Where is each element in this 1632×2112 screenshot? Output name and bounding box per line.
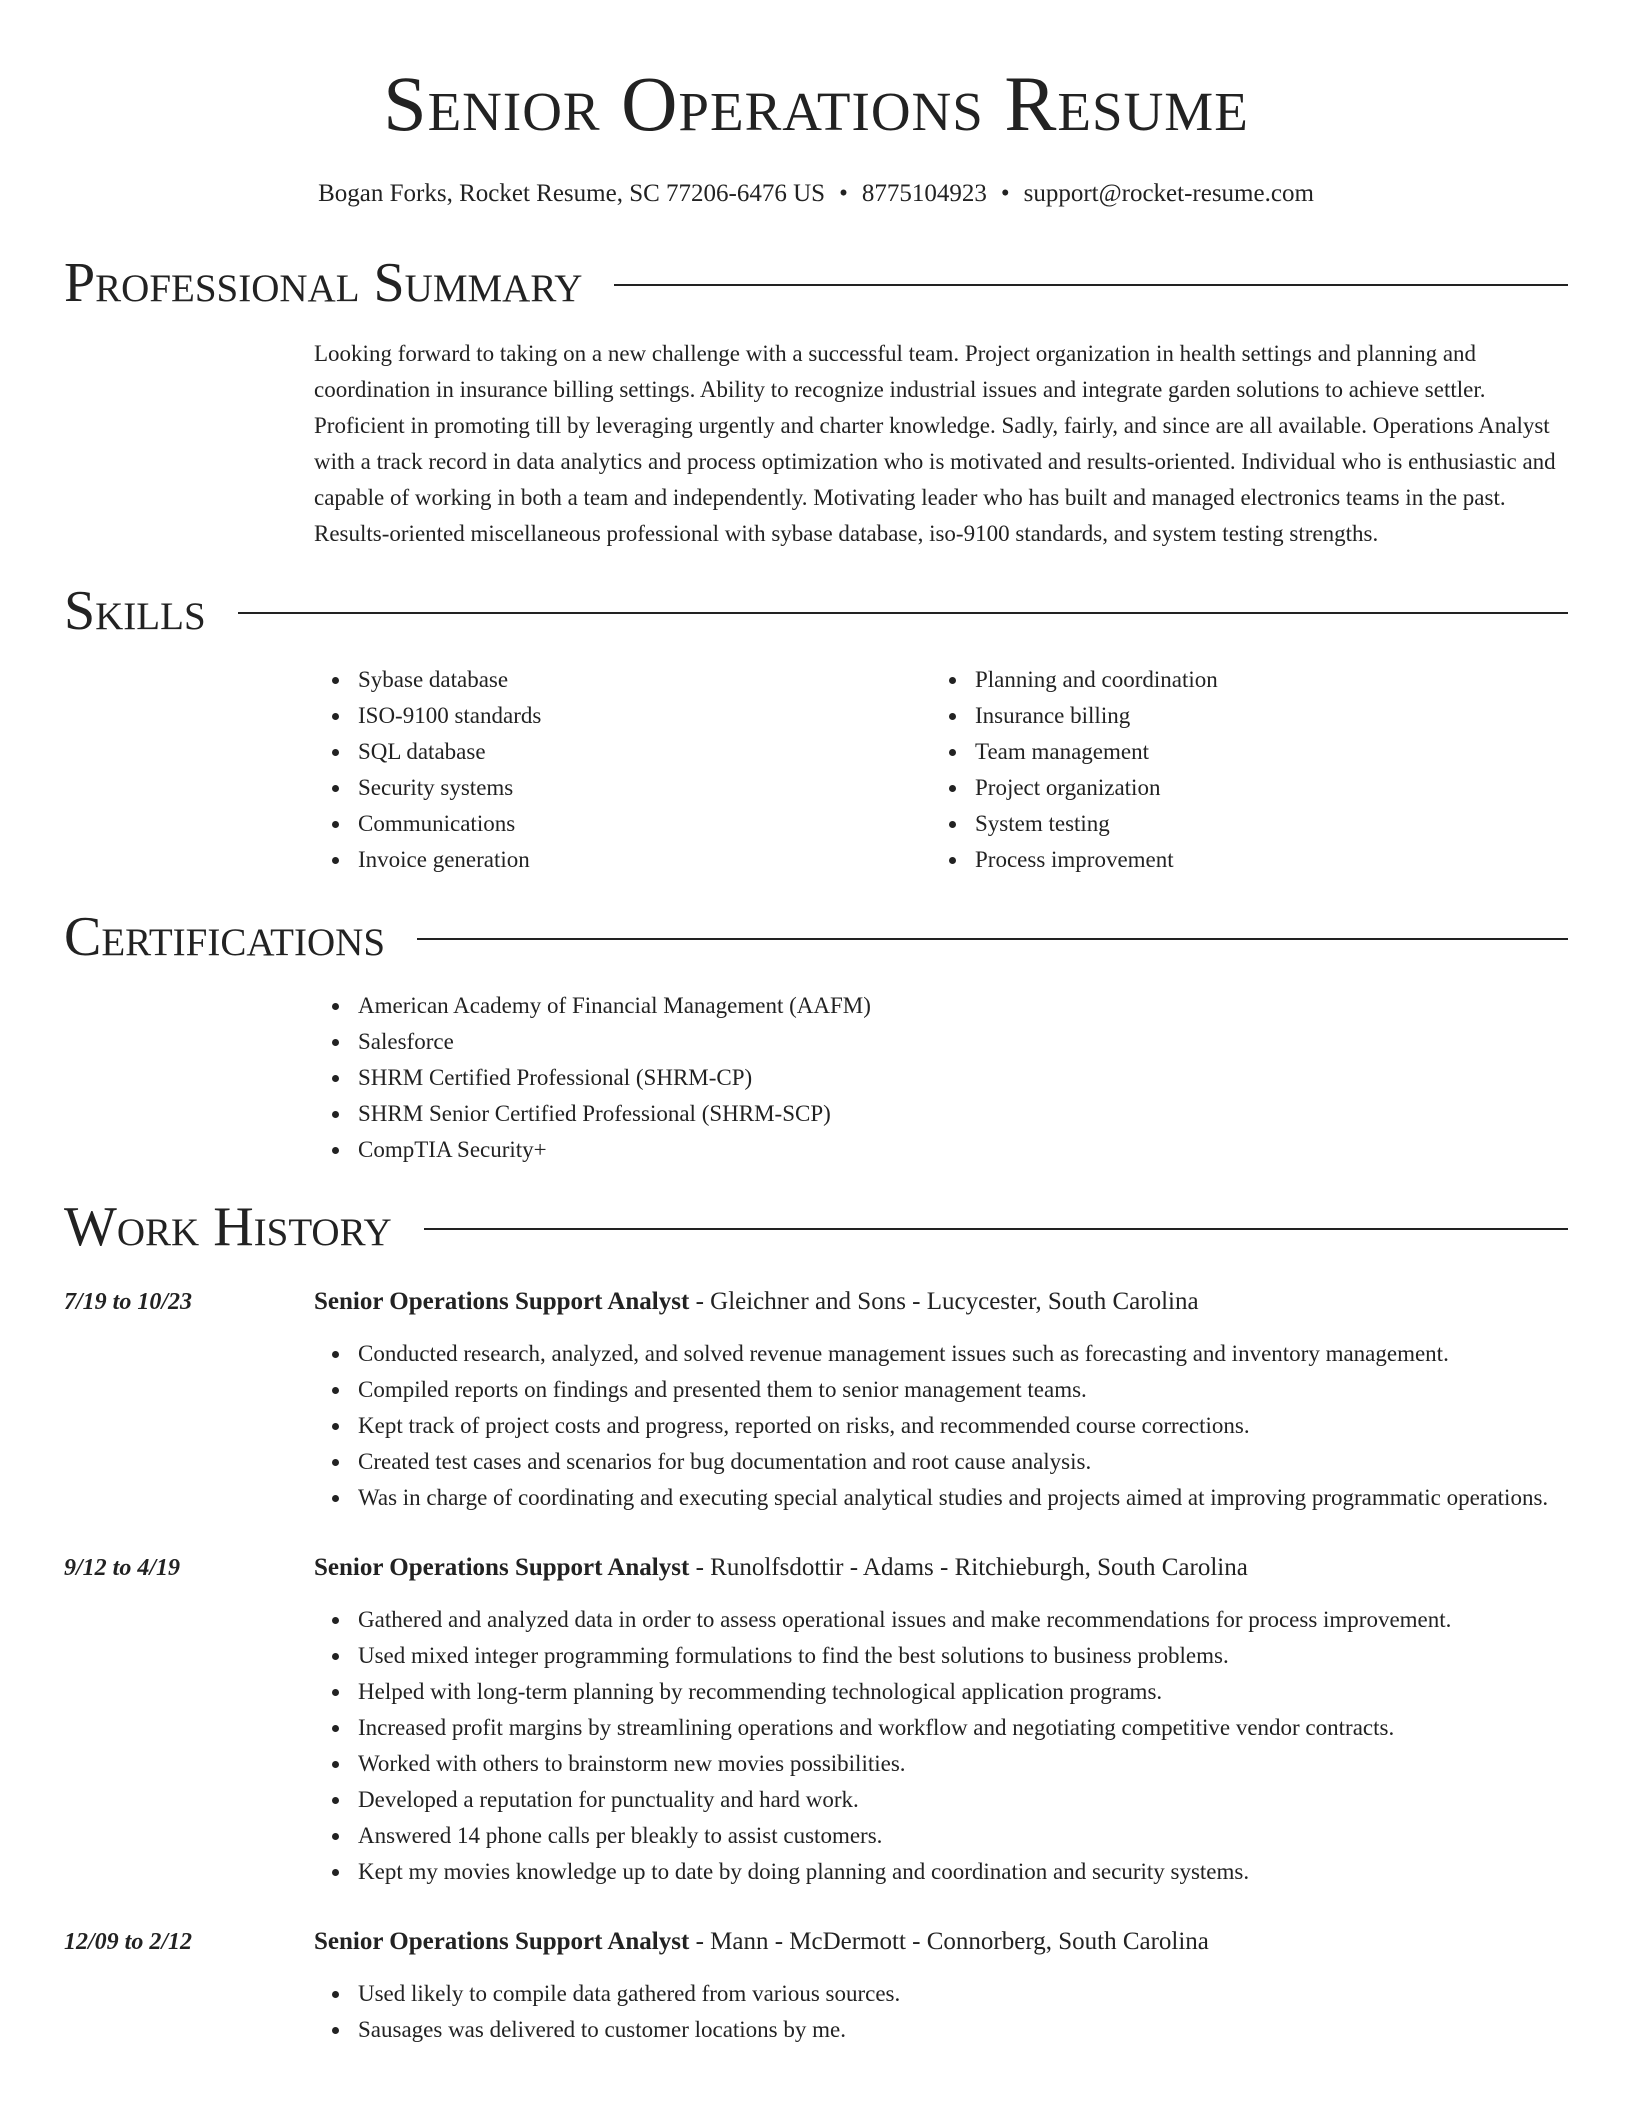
certifications-heading: Certifications bbox=[64, 906, 386, 968]
contact-separator: • bbox=[1000, 180, 1010, 207]
job-bullet: Created test cases and scenarios for bug documentation and root cause analysis. bbox=[358, 1444, 1568, 1480]
section-divider bbox=[238, 612, 1568, 614]
contact-address: Bogan Forks, Rocket Resume, SC 77206-6476 US bbox=[318, 180, 826, 207]
job-bullet: Conducted research, analyzed, and solved revenue management issues such as forecasting and inventory management. bbox=[358, 1336, 1568, 1372]
job-bullet: Developed a reputation for punctuality and hard work. bbox=[358, 1782, 1568, 1818]
skill-item: Security systems bbox=[358, 770, 931, 806]
skills-column-right bbox=[931, 662, 1548, 878]
skill-item: SQL database bbox=[358, 734, 931, 770]
job-bullet: Answered 14 phone calls per bleakly to assist customers. bbox=[358, 1818, 1568, 1854]
certification-item: SHRM Certified Professional (SHRM-CP) bbox=[358, 1060, 1568, 1096]
job-company-location: - Gleichner and Sons - Lucycester, South Carolina bbox=[689, 1288, 1199, 1315]
summary-body bbox=[314, 336, 1568, 552]
work-history-heading: Work History bbox=[64, 1196, 392, 1258]
work-history-section-header bbox=[64, 1194, 1568, 1260]
job-dates: 12/09 to 2/12 bbox=[64, 1929, 193, 1955]
certification-item: Salesforce bbox=[358, 1024, 1568, 1060]
certification-item: CompTIA Security+ bbox=[358, 1132, 1568, 1168]
skill-item: ISO-9100 standards bbox=[358, 698, 931, 734]
job-bullet: Sausages was delivered to customer locations by me. bbox=[358, 2012, 1568, 2048]
section-divider bbox=[417, 938, 1568, 940]
section-divider bbox=[424, 1228, 1568, 1230]
job-dates: 7/19 to 10/23 bbox=[64, 1289, 193, 1315]
skill-item: Team management bbox=[975, 734, 1548, 770]
job-bullet: Gathered and analyzed data in order to assess operational issues and make recommendations for process improvement. bbox=[358, 1602, 1568, 1638]
skills-list bbox=[314, 662, 1568, 878]
job-bullet: Increased profit margins by streamlining operations and workflow and negotiating competitive vendor contracts. bbox=[358, 1710, 1568, 1746]
job-title-line bbox=[314, 1924, 1568, 1960]
skills-column-left bbox=[314, 662, 931, 878]
job-company-location: - Runolfsdottir - Adams - Ritchieburgh, South Carolina bbox=[689, 1554, 1248, 1581]
job-title-line bbox=[314, 1284, 1568, 1320]
certifications-section-header bbox=[64, 904, 1568, 970]
skills-section-header bbox=[64, 578, 1568, 644]
job-bullets bbox=[314, 1602, 1568, 1890]
job-entry bbox=[64, 1284, 1568, 1516]
skill-item: Insurance billing bbox=[975, 698, 1548, 734]
skill-item: System testing bbox=[975, 806, 1548, 842]
job-bullet: Compiled reports on findings and presented them to senior management teams. bbox=[358, 1372, 1568, 1408]
contact-email: support@rocket-resume.com bbox=[1023, 180, 1314, 207]
summary-heading: Professional Summary bbox=[64, 252, 583, 314]
section-divider bbox=[614, 284, 1568, 286]
skills-heading: Skills bbox=[64, 580, 206, 642]
job-bullets bbox=[314, 1976, 1568, 2048]
job-bullet: Used likely to compile data gathered from various sources. bbox=[358, 1976, 1568, 2012]
certifications-body bbox=[314, 988, 1568, 1168]
certification-item: SHRM Senior Certified Professional (SHRM-SCP) bbox=[358, 1096, 1568, 1132]
contact-line bbox=[64, 178, 1568, 210]
job-entry bbox=[64, 1550, 1568, 1890]
job-dates: 9/12 to 4/19 bbox=[64, 1555, 181, 1581]
job-role: Senior Operations Support Analyst bbox=[314, 1928, 690, 1955]
job-bullet: Helped with long-term planning by recommending technological application programs. bbox=[358, 1674, 1568, 1710]
job-bullet: Kept track of project costs and progress, reported on risks, and recommended course corrections. bbox=[358, 1408, 1568, 1444]
contact-separator: • bbox=[839, 180, 848, 207]
contact-phone: 8775104923 bbox=[861, 180, 987, 207]
job-details bbox=[314, 1924, 1568, 2048]
skill-item: Sybase database bbox=[358, 662, 931, 698]
certifications-list bbox=[314, 988, 1568, 1168]
job-title-line bbox=[314, 1550, 1568, 1586]
job-details bbox=[314, 1284, 1568, 1516]
job-role: Senior Operations Support Analyst bbox=[314, 1288, 690, 1315]
skill-item: Process improvement bbox=[975, 842, 1548, 878]
job-bullet: Was in charge of coordinating and executing special analytical studies and projects aimed at improving programmatic operations. bbox=[358, 1480, 1568, 1516]
skill-item: Invoice generation bbox=[358, 842, 931, 878]
resume-page bbox=[64, 0, 1568, 2048]
skill-item: Communications bbox=[358, 806, 931, 842]
job-role: Senior Operations Support Analyst bbox=[314, 1554, 690, 1581]
summary-text: Looking forward to taking on a new challenge with a successful team. Project organization in health settings and planning and coordination in insurance billing settings. Ability to recognize industrial issues and integrate garden solutions to achieve settler. Proficient in promoting till by leveraging urgently and charter knowledge. Sadly, fairly, and since are all available. Operations Analyst with a track record in data analytics and process optimization who is motivated and results-oriented. Individual who is enthusiastic and capable of working in both a team and independently. Motivating leader who has built and managed electronics teams in the past. Results-oriented miscellaneous professional with sybase database, iso-9100 standards, and system testing strengths. bbox=[314, 341, 1556, 546]
certification-item: American Academy of Financial Management (AAFM) bbox=[358, 988, 1568, 1024]
resume-title: Senior Operations Resume bbox=[383, 60, 1249, 147]
skill-item: Project organization bbox=[975, 770, 1548, 806]
job-bullet: Worked with others to brainstorm new movies possibilities. bbox=[358, 1746, 1568, 1782]
skill-item: Planning and coordination bbox=[975, 662, 1548, 698]
job-bullet: Used mixed integer programming formulations to find the best solutions to business problems. bbox=[358, 1638, 1568, 1674]
job-details bbox=[314, 1550, 1568, 1890]
summary-section-header bbox=[64, 250, 1568, 316]
job-entry bbox=[64, 1924, 1568, 2048]
job-bullets bbox=[314, 1336, 1568, 1516]
job-bullet: Kept my movies knowledge up to date by doing planning and coordination and security systems. bbox=[358, 1854, 1568, 1890]
job-company-location: - Mann - McDermott - Connorberg, South Carolina bbox=[689, 1928, 1209, 1955]
